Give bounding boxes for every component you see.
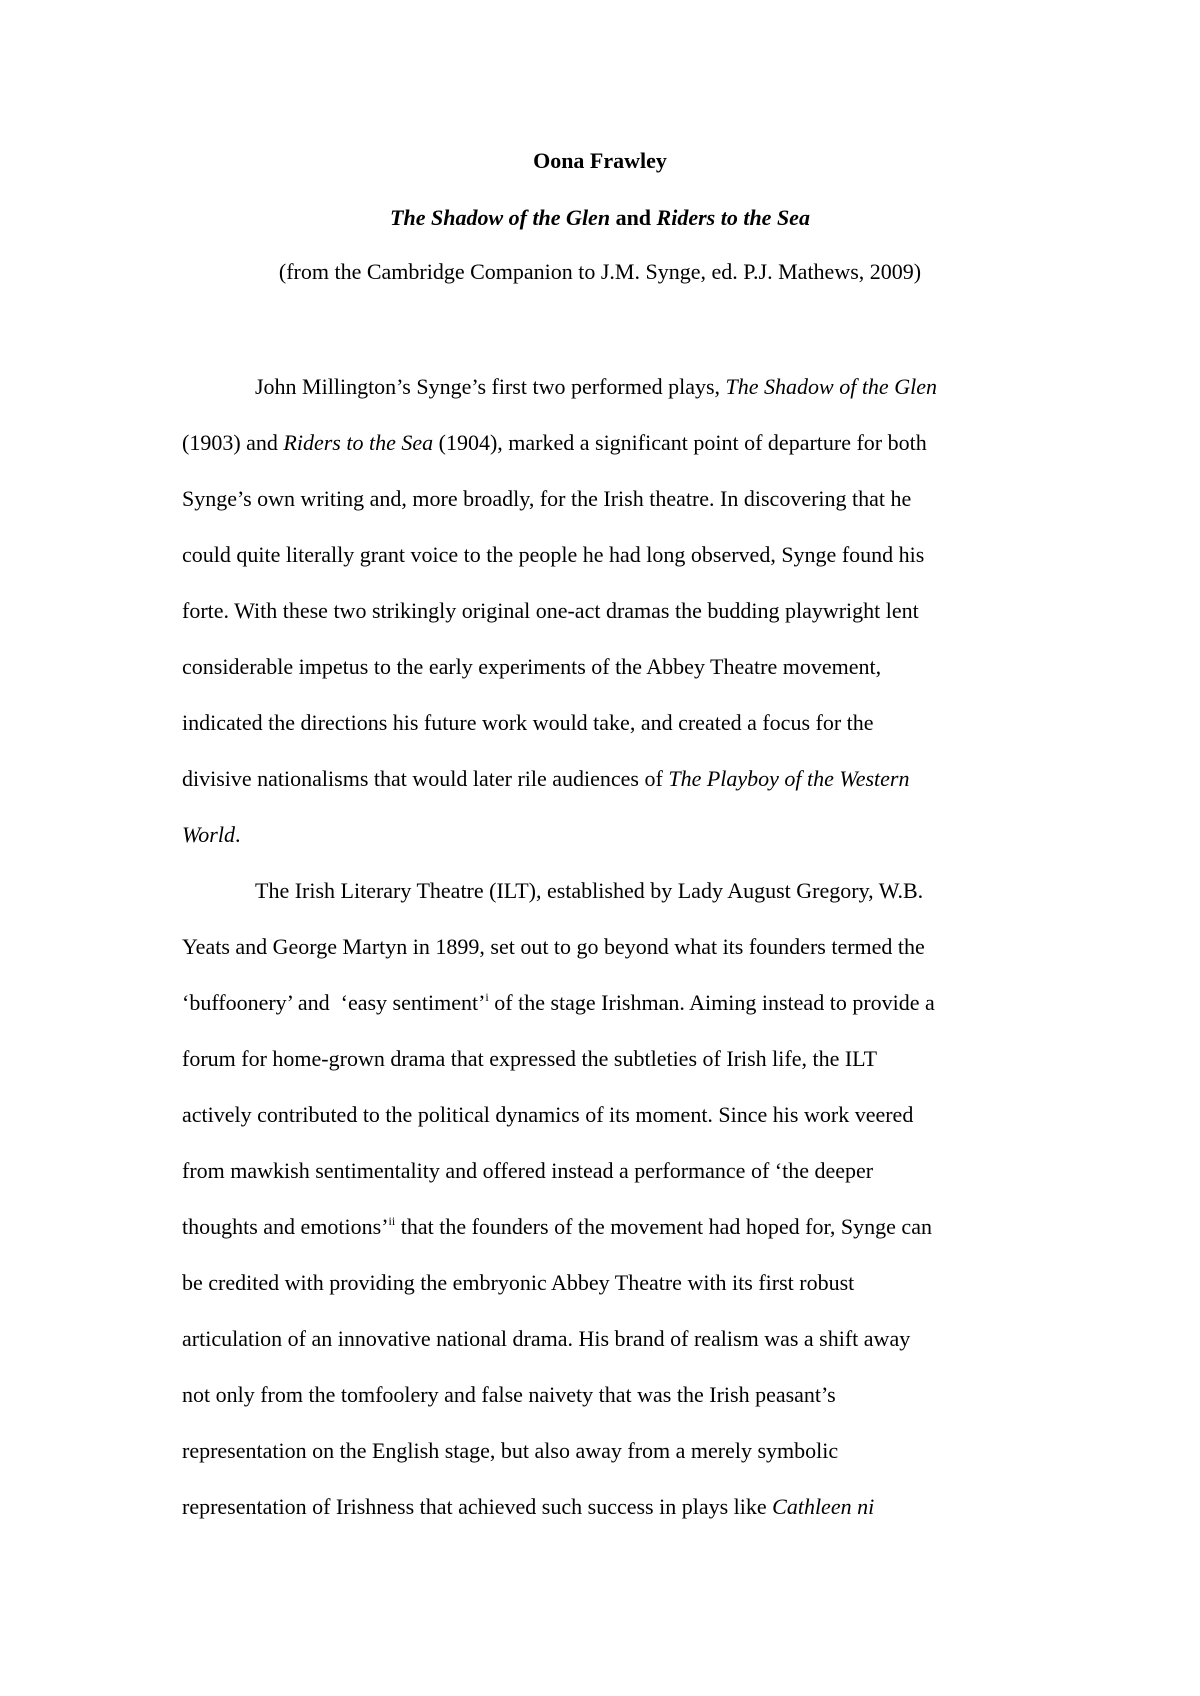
paragraph-2-line-12 — [182, 1487, 1032, 1543]
text-run: of the stage Irishman. Aiming instead to provide a — [488, 990, 935, 1015]
text-run: representation of Irishness that achieved such success in plays like — [182, 1494, 773, 1519]
paragraph-2-line-4: forum for home-grown drama that expressed the subtleties of Irish life, the ILT — [182, 1046, 878, 1071]
text-run: that the founders of the movement had hoped for, Synge can — [395, 1214, 932, 1239]
paragraph-2-line-2: Yeats and George Martyn in 1899, set out to go beyond what its founders termed the — [182, 934, 925, 959]
paragraph-2-line-1: The Irish Literary Theatre (ILT), established by Lady August Gregory, W.B. — [255, 878, 924, 903]
text-run: divisive nationalisms that would later rile audiences of — [182, 766, 669, 791]
paragraph-1-line-6: considerable impetus to the early experiments of the Abbey Theatre movement, — [182, 654, 882, 679]
text-run: . — [234, 822, 241, 847]
text-run: thoughts and emotions’ — [182, 1214, 389, 1239]
paragraph-2-line-3 — [182, 983, 1032, 1039]
footnote-marker[interactable]: i — [485, 990, 489, 1004]
paragraph-2-line-5: actively contributed to the political dynamics of its moment. Since his work veered — [182, 1102, 914, 1127]
text-run: (1904), marked a significant point of departure for both — [433, 430, 927, 455]
paragraph-1-line-9 — [182, 815, 1032, 871]
source-citation: (from the Cambridge Companion to J.M. Synge, ed. P.J. Mathews, 2009) — [278, 259, 922, 284]
paragraph-1-line-7: indicated the directions his future work would take, and created a focus for the — [182, 710, 874, 735]
paragraph-1-line-2 — [182, 423, 1032, 479]
paragraph-2-line-8: be credited with providing the embryonic Abbey Theatre with its first robust — [182, 1270, 855, 1295]
title-play-one: The Shadow of the Glen — [390, 205, 611, 230]
body-text — [182, 367, 1032, 1543]
paragraph-1-line-8 — [182, 759, 1032, 815]
play-title: World — [182, 822, 235, 847]
play-title: The Playboy of the Western — [668, 766, 910, 791]
paragraph-2-line-6: from mawkish sentimentality and offered instead a performance of ‘the deeper — [182, 1158, 874, 1183]
title-conjunction: and — [610, 205, 657, 230]
paragraph-2-line-11: representation on the English stage, but also away from a merely symbolic — [182, 1438, 839, 1463]
paragraph-1-line-3: Synge’s own writing and, more broadly, for the Irish theatre. In discovering that he — [182, 486, 912, 511]
paragraph-1-line-5: forte. With these two strikingly original one-act dramas the budding playwright lent — [182, 598, 919, 623]
title-play-two: Riders to the Sea — [656, 205, 810, 230]
author-name: Oona Frawley — [533, 148, 667, 173]
play-title: Cathleen ni — [772, 1494, 875, 1519]
text-run: (1903) and — [182, 430, 284, 455]
play-title: Riders to the Sea — [283, 430, 434, 455]
essay-title — [0, 204, 1200, 232]
paragraph-2-line-9: articulation of an innovative national drama. His brand of realism was a shift away — [182, 1326, 911, 1351]
footnote-marker[interactable]: ii — [388, 1214, 396, 1228]
paragraph-2-line-10: not only from the tomfoolery and false naivety that was the Irish peasant’s — [182, 1382, 836, 1407]
paragraph-2-line-7 — [182, 1207, 1032, 1263]
paragraph-1-line-4: could quite literally grant voice to the people he had long observed, Synge found his — [182, 542, 925, 567]
paragraph-1-line-1 — [182, 367, 1032, 423]
play-title: The Shadow of the Glen — [725, 374, 937, 399]
text-run: ‘buffoonery’ and ‘easy sentiment’ — [182, 990, 486, 1015]
text-run: John Millington’s Synge’s first two performed plays, — [255, 374, 726, 399]
